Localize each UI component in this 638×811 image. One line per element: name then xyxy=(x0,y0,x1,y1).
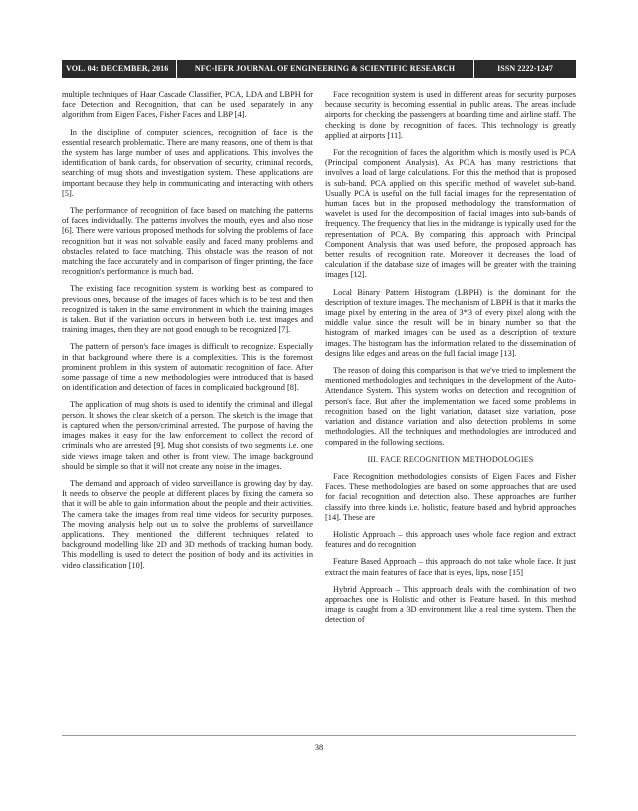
paragraph: The performance of recognition of face based on matching the patterns of faces individually. The patterns involves the mouth, eyes and also nose [6]. There were various proposed methods for solving the problems of face recognition but it was not solvable easily and faced many problems and obstacles related to face matching. This obstacle was the reason of not matching the face accurately and in comparison of finger printing, the face recognition's performance is much bad. xyxy=(62,206,313,277)
page-number: 38 xyxy=(314,742,324,752)
paragraph: The reason of doing this comparison is that we've tried to implement the mentioned methodologies and techniques in the development of the Auto-Attendance System. This system works on detection and recognition of person's face. But after the implementation we faced some problems in recognition based on the light variation, dataset size variation, pose variation and distance variation and also detection problems in some methodologies. All the techniques and methodologies are introduced and compared in the following sections. xyxy=(325,366,576,447)
paragraph: Face recognition system is used in different areas for security purposes because security is becoming essential in public areas. The areas include airports for checking the passengers at boarding time and airline staff. The checking is done by recognition of faces. This technology is greatly applied at airports [11]. xyxy=(325,90,576,140)
left-column xyxy=(62,90,313,578)
paragraph: Feature Based Approach – this approach do not take whole face. It just extract the main features of face that is eyes, lips, nose [15] xyxy=(325,557,576,577)
paragraph: multiple techniques of Haar Cascade Classifier, PCA, LDA and LBPH for face Detection and Recognition, that can be used separately in any algorithm from Eigen Faces, Fisher Faces and LBP [4]. xyxy=(62,90,313,120)
header-journal-title: NFC-IEFR JOURNAL OF ENGINEERING & SCIENTIFIC RESEARCH xyxy=(177,60,473,78)
right-column xyxy=(325,90,576,633)
footer-divider xyxy=(62,735,576,736)
paragraph: The demand and approach of video surveillance is growing day by day. It needs to observe the people at different places by fixing the camera so that it will be able to gain information about the people and their activities. The camera take the images from real time videos for security purposes. The moving analysis help out us to solve the problems of surveillance applications. They mentioned the different techniques related to background modelling like 2D and 3D methods of tracking human body. This modelling is used to detect the position of body and its activities in video classification [10]. xyxy=(62,478,313,570)
header-issn: ISSN 2222-1247 xyxy=(474,60,576,78)
paragraph: The pattern of person's face images is difficult to recognize. Especially in that background where there is a complexities. This is the foremost prominent problem in this system of automatic recognition of face. After some passage of time a new methodologies were introduced that is based on identification and detection of faces in complicated background [8]. xyxy=(62,342,313,393)
journal-header xyxy=(62,60,576,78)
header-volume: VOL. 04: DECEMBER, 2016 xyxy=(62,60,176,78)
paragraph: For the recognition of faces the algorithm which is mostly used is PCA (Principal component Analysis). As PCA has many restrictions that involves a load of large calculations. For this the method that is proposed is sub-band. PCA applied on this specific method of wavelet sub-band. Usually PCA is useful on the full facial images for the representation of human faces but in the proposed methodology the transformation of wavelet is used for the decomposition of facial images into sub-bands of frequency. The frequency that lies in the midrange is typically used for the representation of PCA. By comparing this approach with Principal Component Analysis that was used before, the proposed approach has better results of recognition rate. Moreover it decreases the load of calculation if the database size of images will be greater with the training images [12]. xyxy=(325,148,576,280)
paragraph: Holistic Approach – this approach uses whole face region and extract features and do recognition xyxy=(325,529,576,550)
paragraph: Local Binary Pattern Histogram (LBPH) is the dominant for the description of texture images. The mechanism of LBPH is that it marks the image pixel by entering in the area of 3*3 of every pixel along with the middle value since the result will be in binary number so that the histogram of marked images can be used as a description of texture images. The histogram has the information related to the dissemination of designs like edges and areas on the full facial image [13]. xyxy=(325,287,576,358)
section-heading: III. FACE RECOGNITION METHODOLOGIES xyxy=(367,454,534,464)
paragraph: The existing face recognition system is working best as compared to previous ones, because of the images of faces which is to be test and then recognized is taken in the same environment in which the training images is taken. But if the variation occurs in between both i.e. test images and training images, then they are not good enough to be recognized [7]. xyxy=(62,284,313,335)
paragraph: Face Recognition methodologies consists of Eigen Faces and Fisher Faces. These methodologies are based on some approaches that are used for facial recognition and detection also. These approaches are further classify into three kinds i.e. holistic, feature based and hybrid approaches [14]. These are xyxy=(325,471,576,522)
paragraph: The application of mug shots is used to identify the criminal and illegal person. It shows the clear sketch of a person. The sketch is the image that is captured when the person/criminal arrested. The purpose of having the images makes it easy for the law enforcement to collect the record of criminals who are arrested [9]. Mug shot consists of two segments i.e. one side views image taken and other is front view. The image background should be simple so that it will not create any noise in the images. xyxy=(62,400,313,471)
paragraph: Hybrid Approach – This approach deals with the combination of two approaches one is Holistic and other is Feature based. In this method image is caught from a 3D environment like a real time system. Then the detection of xyxy=(325,584,576,625)
paragraph: In the discipline of computer sciences, recognition of face is the essential research problematic. There are many reasons, one of them is that the system has large number of uses and applications. This involves the identification of bank cards, for observation of security, criminal records, searching of mug shots and investigation system. These applications are important because they help in communicating and interacting with others [5]. xyxy=(62,127,313,198)
